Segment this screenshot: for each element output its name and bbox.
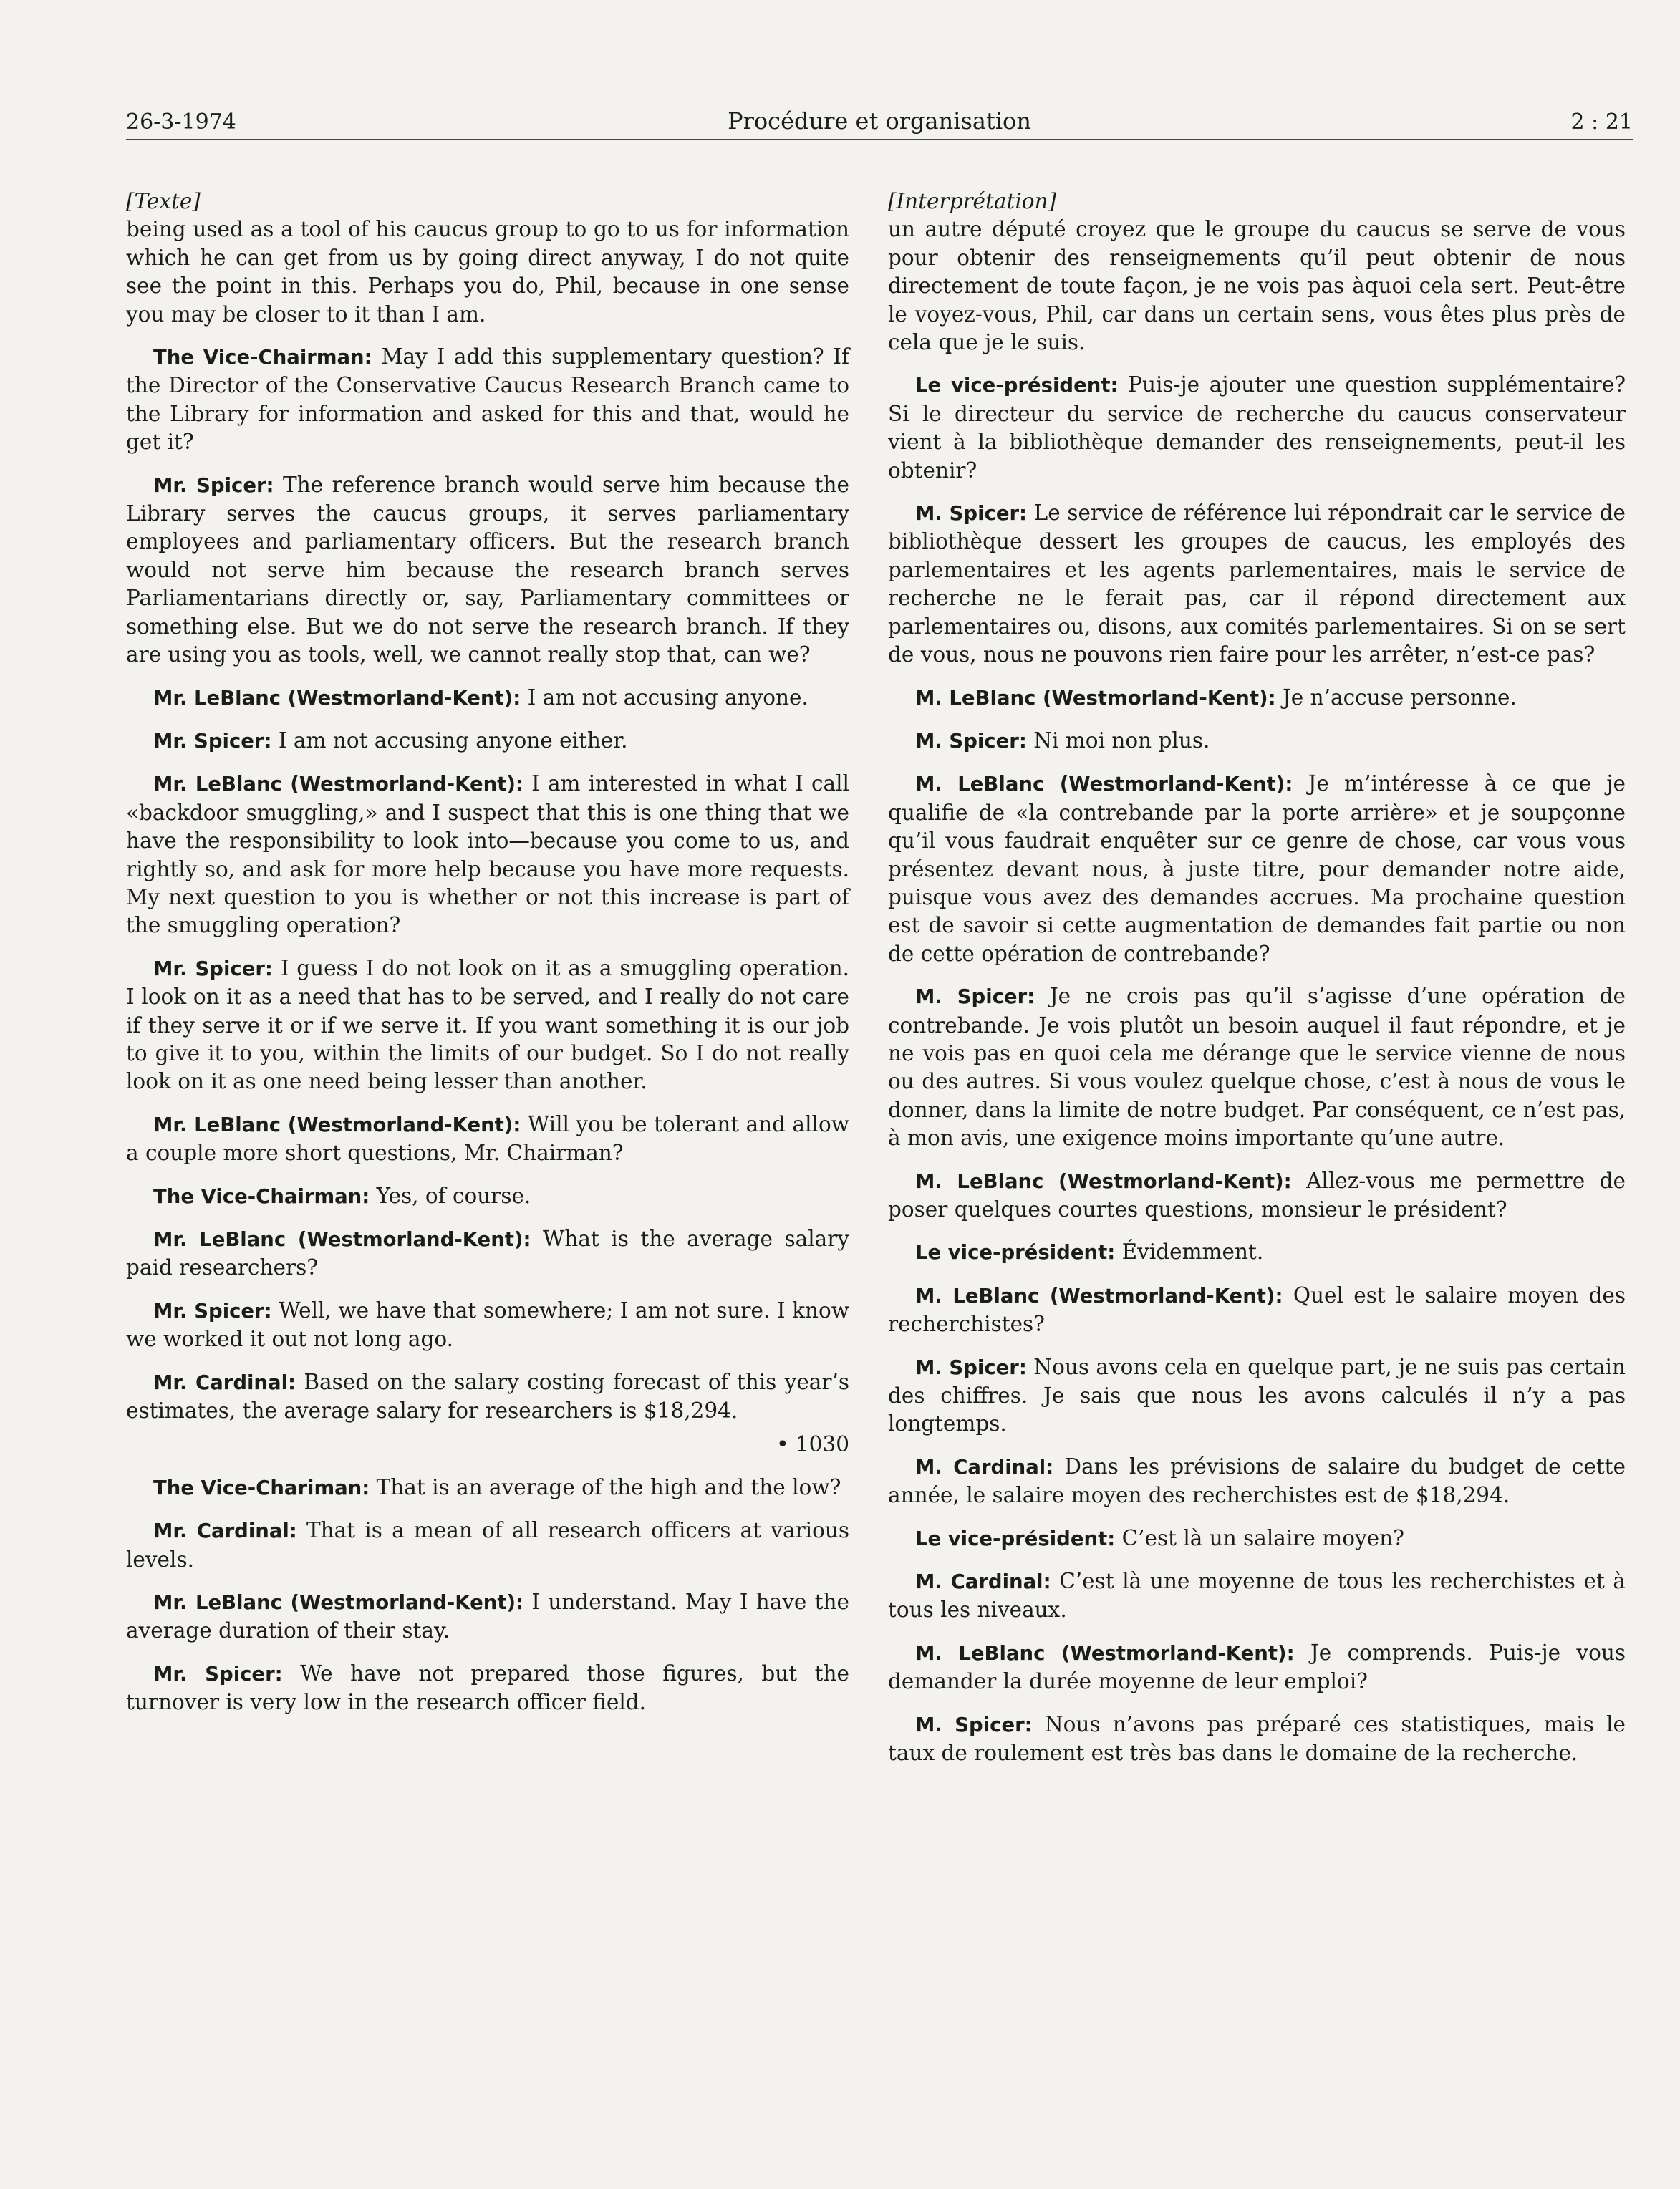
speaker-name: The Vice-Chairman: xyxy=(153,346,372,369)
speech-paragraph xyxy=(888,982,1626,1152)
speaker-name: Le vice-président: xyxy=(915,374,1119,397)
speech-text: May I add this supplementary question? If the Director of the Conservative Caucus Research Branch came to the Library for information and asked for this and that, would he get it? xyxy=(126,344,849,455)
speech-paragraph xyxy=(126,1111,849,1168)
column-label: [Interprétation] xyxy=(888,189,1057,213)
speech-paragraph xyxy=(888,1711,1626,1768)
speech-paragraph xyxy=(888,1238,1626,1267)
speech-paragraph xyxy=(126,1517,849,1574)
speaker-name: Mr. LeBlanc (Westmorland-Kent): xyxy=(153,773,523,796)
speech-text: Will you be tolerant and allow a couple more short questions, Mr. Chairman? xyxy=(126,1111,849,1166)
speech-text: That is a mean of all research officers at various levels. xyxy=(126,1518,850,1572)
speech-paragraph xyxy=(126,684,849,712)
speaker-name: Mr. Spicer: xyxy=(153,1662,283,1686)
speech-text: That is an average of the high and the low? xyxy=(370,1474,841,1499)
speech-paragraph xyxy=(126,955,849,1096)
speaker-name: M. Spicer: xyxy=(915,502,1028,526)
speaker-name: Mr. Cardinal: xyxy=(153,1371,296,1394)
speaker-name: Mr. Spicer: xyxy=(153,729,272,753)
speech-paragraph xyxy=(888,1453,1626,1510)
speaker-name: Le vice-président: xyxy=(915,1527,1116,1550)
speech-paragraph xyxy=(888,1639,1626,1696)
speaker-name: M. Spicer: xyxy=(915,729,1027,753)
speech-text: being used as a tool of his caucus group to go to us for information which he can get from us by going direct anyway, I do not quite see the point in this. Perhaps you do, Phil, because in one sense you may be closer to it than I am. xyxy=(126,217,849,327)
speech-paragraph xyxy=(888,727,1626,755)
speech-text: Le service de référence lui répondrait car le service de bibliothèque dessert les groupes de caucus, les employés des parlementaires et les agents parlementaires, mais le service de recherche ne le ferait pas, car il répond directement aux parlementaires ou, disons, aux comités parlementaires. Si on se sert de vous, nous ne pouvons rien faire pour les arrêter, n’est-ce pas? xyxy=(888,501,1626,667)
speaker-name: M. Spicer: xyxy=(915,1356,1027,1379)
speech-paragraph xyxy=(888,371,1626,485)
speech-text: I am interested in what I call «backdoor smuggling,» and I suspect that this is one thing that we have the responsibility to look into—because you come to us, and rightly so, and ask for more help because you have more requests. My next question to you is whether or not this increase is part of the smuggling operation? xyxy=(126,771,849,938)
speaker-name: Mr. Cardinal: xyxy=(153,1519,297,1543)
speech-text: un autre député croyez que le groupe du caucus se serve de vous pour obtenir des renseignements qu’il peut obtenir de nous directement de toute façon, je ne vois pas àquoi cela sert. Peut-être le voyez-vous, Phil, car dans un certain sens, vous êtes plus près de cela que je le suis. xyxy=(888,217,1626,355)
speaker-name: Mr. Spicer: xyxy=(153,1299,272,1323)
speech-text: I am not accusing anyone. xyxy=(521,685,808,710)
speaker-name: M. LeBlanc (Westmorland-Kent): xyxy=(915,1641,1295,1665)
speech-paragraph xyxy=(888,216,1626,357)
speech-text: Yes, of course. xyxy=(370,1183,531,1208)
speech-text: Dans les prévisions de salaire du budget de cette année, le salaire moyen des recherchistes est de $18,294. xyxy=(888,1454,1626,1508)
running-header xyxy=(126,105,1633,140)
speaker-name: Mr. LeBlanc (Westmorland-Kent): xyxy=(153,686,521,710)
speaker-name: Mr. LeBlanc (Westmorland-Kent): xyxy=(153,1228,531,1251)
header-title: Procédure et organisation xyxy=(728,107,1031,135)
speech-paragraph xyxy=(126,471,849,670)
speech-paragraph xyxy=(888,1282,1626,1339)
speech-paragraph xyxy=(126,1474,849,1502)
speech-paragraph xyxy=(888,1567,1626,1625)
time-marker xyxy=(126,1431,849,1459)
speech-text: C’est là une moyenne de tous les recherchistes et à tous les niveaux. xyxy=(888,1569,1626,1623)
french-column xyxy=(888,188,1626,1768)
speaker-name: M. LeBlanc (Westmorland-Kent): xyxy=(915,1284,1283,1308)
speech-paragraph xyxy=(888,1353,1626,1439)
speech-paragraph xyxy=(888,1524,1626,1553)
speaker-name: Mr. LeBlanc (Westmorland-Kent): xyxy=(153,1113,521,1136)
speech-paragraph xyxy=(126,727,849,755)
speech-text: C’est là un salaire moyen? xyxy=(1115,1525,1404,1550)
speech-paragraph xyxy=(126,1182,849,1211)
speaker-name: M. LeBlanc (Westmorland-Kent): xyxy=(915,773,1293,796)
speech-paragraph xyxy=(126,216,849,329)
speech-paragraph xyxy=(126,1368,849,1426)
french-paragraphs xyxy=(888,216,1626,1767)
speaker-name: The Vice-Chairman: xyxy=(153,1184,370,1208)
speaker-name: M. LeBlanc (Westmorland-Kent): xyxy=(915,686,1276,710)
speech-paragraph xyxy=(888,499,1626,669)
header-date: 26-3-1974 xyxy=(126,110,236,135)
speaker-name: M. Spicer: xyxy=(915,985,1035,1009)
speaker-name: M. LeBlanc (Westmorland-Kent): xyxy=(915,1169,1292,1193)
speech-paragraph xyxy=(126,1225,849,1282)
column-label: [Texte] xyxy=(126,189,201,213)
speech-text: Quel est le salaire moyen des recherchistes? xyxy=(888,1282,1626,1337)
speech-paragraph xyxy=(126,1588,849,1646)
speech-text: Je n’accuse personne. xyxy=(1275,685,1517,710)
speech-text: Évidemment. xyxy=(1115,1240,1264,1265)
speaker-name: Mr. Spicer: xyxy=(153,957,273,980)
english-paragraphs xyxy=(126,216,849,1716)
speech-text: Nous n’avons pas préparé ces statistiques, mais le taux de roulement est très bas dans le domaine de la recherche. xyxy=(888,1711,1626,1766)
speech-text: Puis-je ajouter une question supplémentaire? Si le directeur du service de recherche du caucus conservateur vient à la bibliothèque demander des renseignements, peut-il les obtenir? xyxy=(888,372,1626,483)
speech-paragraph xyxy=(126,343,849,457)
speech-paragraph xyxy=(126,1660,849,1717)
english-column xyxy=(126,188,849,1717)
speech-text: Je m’intéresse à ce que je qualifie de «la contrebande par la porte arrière» et je soupçonne qu’il vous faudrait enquêter sur ce genre de chose, car vous vous présentez devant nous, à juste titre, pour demander notre aide, puisque vous avez des demandes accrues. Ma prochaine question est de savoir si cette augmentation de demandes fait partie ou non de cette opération de contrebande? xyxy=(888,771,1626,966)
speech-text: The reference branch would serve him because the Library serves the caucus groups, it serves parliamentary employees and parliamentary officers. But the research branch would not serve him because the research branch serves Parliamentarians directly or, say, Parliamentary committees or something else. But we do not serve the research branch. If they are using you as tools, well, we cannot really stop that, can we? xyxy=(126,472,849,667)
speaker-name: Mr. LeBlanc (Westmorland-Kent): xyxy=(153,1591,524,1615)
speaker-name: Mr. Spicer: xyxy=(153,473,274,497)
speech-paragraph xyxy=(126,770,849,939)
speech-paragraph xyxy=(888,1167,1626,1224)
speaker-name: M. Cardinal: xyxy=(915,1455,1054,1479)
speech-text: I am not accusing anyone either. xyxy=(271,728,628,753)
speaker-name: The Vice-Chariman: xyxy=(153,1476,370,1499)
speech-text: Nous avons cela en quelque part, je ne suis pas certain des chiffres. Je sais que nous les avons calculés il n’y a pas longtemps. xyxy=(888,1354,1626,1436)
speech-paragraph xyxy=(888,684,1626,712)
speech-text: Allez-vous me permettre de poser quelques courtes questions, monsieur le président? xyxy=(888,1168,1626,1222)
speech-paragraph xyxy=(126,1297,849,1354)
speech-text: What is the average salary paid researchers? xyxy=(126,1227,849,1280)
speech-text: Je ne crois pas qu’il s’agisse d’une opération de contrebande. Je vois plutôt un besoin auquel il faut répondre, et je ne vois pas en quoi cela me dérange que le service vienne de nous ou des autres. Si vous voulez quelque chose, c’est à nous de vous le donner, dans la limite de notre budget. Par conséquent, ce n’est pas, à mon avis, une exigence moins importante qu’une autre. xyxy=(888,984,1626,1151)
speech-text: Based on the salary costing forecast of this year’s estimates, the average salary for researchers is $18,294. xyxy=(126,1369,850,1424)
speaker-name: Le vice-président: xyxy=(915,1241,1116,1265)
speech-paragraph xyxy=(888,770,1626,968)
speech-text: I understand. May I have the average duration of their stay. xyxy=(126,1590,849,1643)
speech-text: • 1030 xyxy=(776,1432,849,1457)
speaker-name: M. Cardinal: xyxy=(915,1570,1051,1594)
speech-text: Well, we have that somewhere; I am not sure. I know we worked it out not long ago. xyxy=(126,1298,849,1352)
speech-text: Je comprends. Puis-je vous demander la durée moyenne de leur emploi? xyxy=(888,1640,1626,1694)
speech-text: We have not prepared those figures, but the turnover is very low in the research officer field. xyxy=(126,1661,849,1715)
speech-text: I guess I do not look on it as a smuggling operation. I look on it as a need that has to be served, and I really do not care if they serve it or if we serve it. If you want something it is our job to give it to you, within the limits of our budget. So I do not really look on it as one need being lesser than another. xyxy=(126,955,849,1094)
header-page-number: 2 : 21 xyxy=(1570,110,1633,135)
speech-text: Ni moi non plus. xyxy=(1026,728,1210,753)
speaker-name: M. Spicer: xyxy=(915,1713,1033,1736)
